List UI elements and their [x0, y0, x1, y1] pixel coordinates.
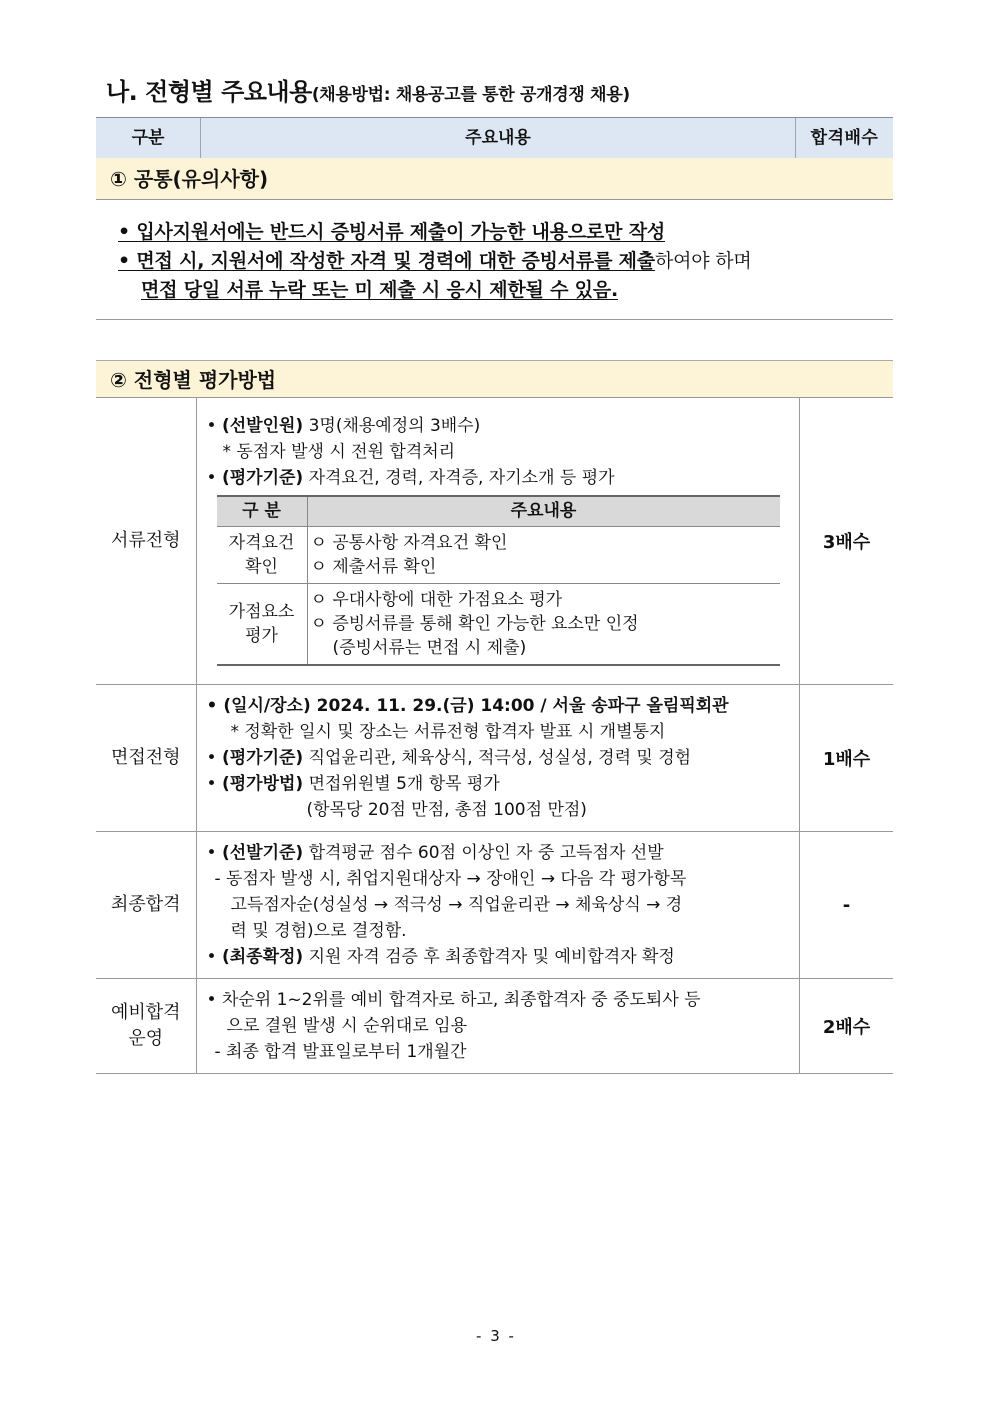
row-content: • (선발기준) 합격평균 점수 60점 이상인 자 중 고득점자 선발 - 동점자 발생 시, 취업지원대상자 → 장애인 → 다음 각 평가항목 고득점자순(성실성 → 적극성 → 직업윤리관 → 체육상식 → 경 력 및 경험)으로 결정함. • (최종확정) 지원 자격 검증 후 최종합격자 및 예비합격자 확정: [196, 832, 799, 979]
table-row: [96, 398, 893, 685]
common-note-3: 면접 당일 서류 누락 또는 미 제출 시 응시 제한될 수 있음.: [141, 279, 618, 301]
header-multiplier: 합격배수: [810, 128, 879, 148]
header-content: 주요내용: [201, 118, 796, 158]
table-row: 자격요건 확인 ㅇ 공통사항 자격요건 확인 ㅇ 제출서류 확인: [217, 526, 780, 583]
row-multiplier: 2배수: [799, 979, 893, 1074]
page-number: - 3 -: [476, 1327, 516, 1345]
row-multiplier: 1배수: [799, 685, 893, 832]
row-multiplier: -: [799, 832, 893, 979]
table-row: [96, 979, 893, 1074]
table-header: [96, 117, 893, 159]
heading-title: 나. 전형별 주요내용: [106, 78, 312, 106]
table-row: 가점요소 평가 ㅇ 우대사항에 대한 가점요소 평가 ㅇ 증빙서류를 통해 확인 가능한 요소만 인정 (증빙서류는 면접 시 제출): [217, 583, 780, 665]
section-heading: [106, 72, 630, 107]
common-note-1: • 입사지원서에는 반드시 증빙서류 제출이 가능한 내용으로만 작성: [118, 221, 666, 243]
common-section-title: ① 공통(유의사항): [96, 158, 893, 200]
row-multiplier: 3배수: [799, 398, 893, 685]
row-category: 서류전형: [96, 398, 196, 685]
row-category: 예비합격 운영: [96, 979, 196, 1074]
common-note-2: • 면접 시, 지원서에 작성한 자격 및 경력에 대한 증빙서류를 제출하여야 하며: [118, 250, 752, 272]
evaluation-table: [96, 398, 893, 1074]
table-row: [96, 832, 893, 979]
header-category: 구분: [96, 118, 201, 158]
row-content: • (선발인원) 3명(채용예정의 3배수) * 동점자 발생 시 전원 합격처리 • (평가기준) 자격요건, 경력, 자격증, 자기소개 등 평가 구 분 주요내용 자격요건 확인 ㅇ 공통사항 자격요건 확인 ㅇ 제출서류 확인 가점요소 평가 ㅇ 우대사항에 대한 가점요소 평가 ㅇ 증빙서류를 통해 확인 가능한 요소만 인정 (증빙서류는 면접 시 제출): [196, 398, 799, 685]
row-category: 최종합격: [96, 832, 196, 979]
document-criteria-table: 구 분 주요내용 자격요건 확인 ㅇ 공통사항 자격요건 확인 ㅇ 제출서류 확인 가점요소 평가 ㅇ 우대사항에 대한 가점요소 평가 ㅇ 증빙서류를 통해 확인 가능한 요소만 인정 (증빙서류는 면접 시 제출): [217, 495, 780, 666]
row-content: • (일시/장소) 2024. 11. 29.(금) 14:00 / 서울 송파구 올림픽회관 * 정확한 일시 및 장소는 서류전형 합격자 발표 시 개별통지 • (평가기준) 직업윤리관, 체육상식, 적극성, 성실성, 경력 및 경험 • (평가방법) 면접위원별 5개 항목 평가 (항목당 20점 만점, 총점 100점 만점): [196, 685, 799, 832]
row-category: 면접전형: [96, 685, 196, 832]
heading-subtitle: (채용방법: 채용공고를 통한 공개경쟁 채용): [311, 85, 630, 105]
row-content: • 차순위 1~2위를 예비 합격자로 하고, 최종합격자 중 중도퇴사 등 으로 결원 발생 시 순위대로 임용 - 최종 합격 발표일로부터 1개월간: [196, 979, 799, 1074]
table-row: [96, 685, 893, 832]
common-notes: [96, 201, 893, 320]
evaluation-section-title: ② 전형별 평가방법: [96, 360, 893, 398]
